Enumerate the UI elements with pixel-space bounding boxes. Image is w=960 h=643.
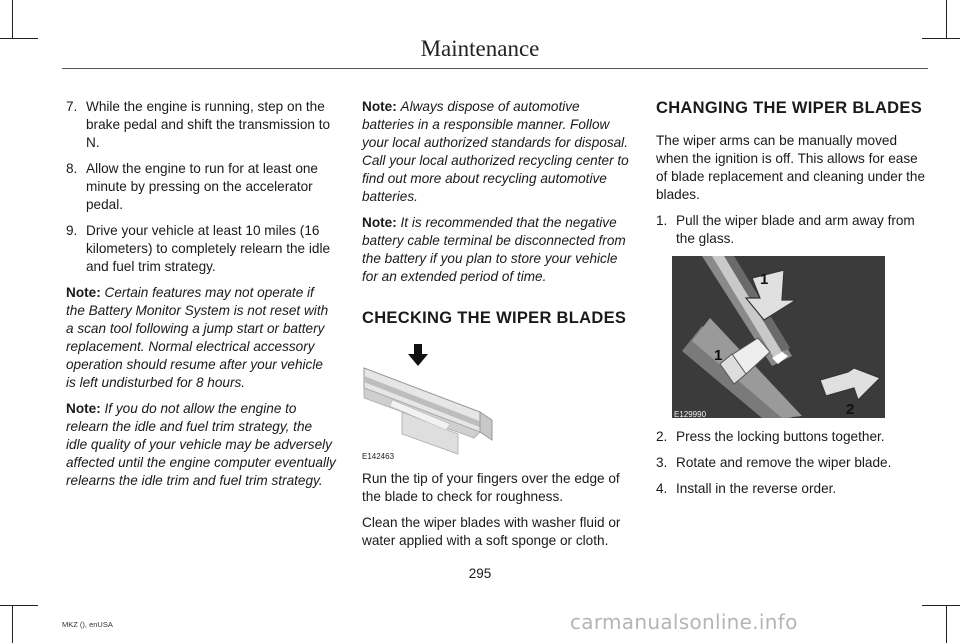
callout-2: 2 [846, 401, 855, 418]
step-text: Press the locking buttons together. [676, 429, 885, 444]
step-text: Rotate and remove the wiper blade. [676, 455, 892, 470]
crop-mark [12, 605, 13, 643]
list-item [66, 160, 336, 214]
step-text: Allow the engine to run for at least one minute by pressing on the accelerator pedal. [86, 161, 318, 212]
right-column [656, 98, 928, 506]
step-number: 1. [656, 213, 668, 228]
wiper-removal-figure [672, 256, 885, 418]
callout-1a: 1 [760, 271, 769, 288]
list-item [656, 428, 928, 446]
step-number: 3. [656, 455, 668, 470]
step-number: 4. [656, 481, 668, 496]
note-label: Note: [66, 285, 101, 300]
note [66, 400, 336, 490]
note [362, 214, 632, 286]
figure-code: E129990 [674, 410, 707, 419]
note-label: Note: [362, 215, 397, 230]
wiper-removal-illustration [672, 256, 885, 418]
list-item [656, 480, 928, 498]
list-item [66, 98, 336, 152]
paragraph: Clean the wiper blades with washer fluid or water applied with a soft sponge or cloth. [362, 515, 621, 548]
middle-column [362, 98, 632, 558]
crop-mark [0, 605, 38, 606]
left-column [66, 98, 336, 498]
note-text: Certain features may not operate if the Battery Monitor System is not reset with a scan tool following a jump start or battery replacement. Normal electrical accessory operation should resume after your vehicle is left undisturbed for 8 hours. [66, 285, 329, 390]
crop-mark [922, 605, 960, 606]
list-item [656, 454, 928, 472]
crop-mark [946, 0, 947, 38]
header-divider [62, 68, 928, 69]
figure-code: E142463 [362, 452, 395, 461]
footer-meta: MKZ (), enUSA [62, 620, 113, 629]
step-number: 7. [66, 99, 78, 114]
page-number: 295 [468, 566, 492, 581]
step-text: Install in the reverse order. [676, 481, 837, 496]
crop-mark [12, 0, 13, 38]
note-text: Always dispose of automotive batteries in a responsible manner. Follow your local authorized standards for disposal. Call your local authorized recycling center to find out more about recycling automotive batteries. [362, 99, 629, 204]
paragraph: Run the tip of your fingers over the edge of the blade to check for roughness. [362, 471, 620, 504]
step-text: Drive your vehicle at least 10 miles (16 kilometers) to completely relearn the idle and fuel trim strategy. [86, 223, 331, 274]
note-text: It is recommended that the negative battery cable terminal be disconnected from the battery if you plan to store your vehicle for an extended period of time. [362, 215, 626, 284]
note [66, 284, 336, 392]
list-item [66, 222, 336, 276]
watermark: carmanualsonline.info [570, 610, 798, 634]
step-text: Pull the wiper blade and arm away from the glass. [676, 213, 915, 246]
step-number: 8. [66, 161, 78, 176]
crop-mark [946, 605, 947, 643]
section-heading: CHECKING THE WIPER BLADES [362, 309, 627, 327]
step-number: 2. [656, 429, 668, 444]
note-label: Note: [66, 401, 101, 416]
note [362, 98, 632, 206]
wiper-blade-illustration [362, 342, 497, 458]
callout-1b: 1 [714, 347, 723, 364]
step-number: 9. [66, 223, 78, 238]
section-heading: CHANGING THE WIPER BLADES [656, 99, 923, 117]
wiper-blade-figure [362, 342, 497, 461]
page-title: Maintenance [420, 36, 540, 61]
paragraph: The wiper arms can be manually moved when the ignition is off. This allows for ease of blade replacement and cleaning under the blades. [656, 133, 926, 202]
note-text: If you do not allow the engine to relearn the idle and fuel trim strategy, the idle quality of your vehicle may be adversely affected until the engine computer eventually relearns the idle trim and fuel trim strategy. [66, 401, 336, 488]
list-item [656, 212, 928, 248]
note-label: Note: [362, 99, 397, 114]
step-text: While the engine is running, step on the brake pedal and shift the transmission to N. [86, 99, 331, 150]
